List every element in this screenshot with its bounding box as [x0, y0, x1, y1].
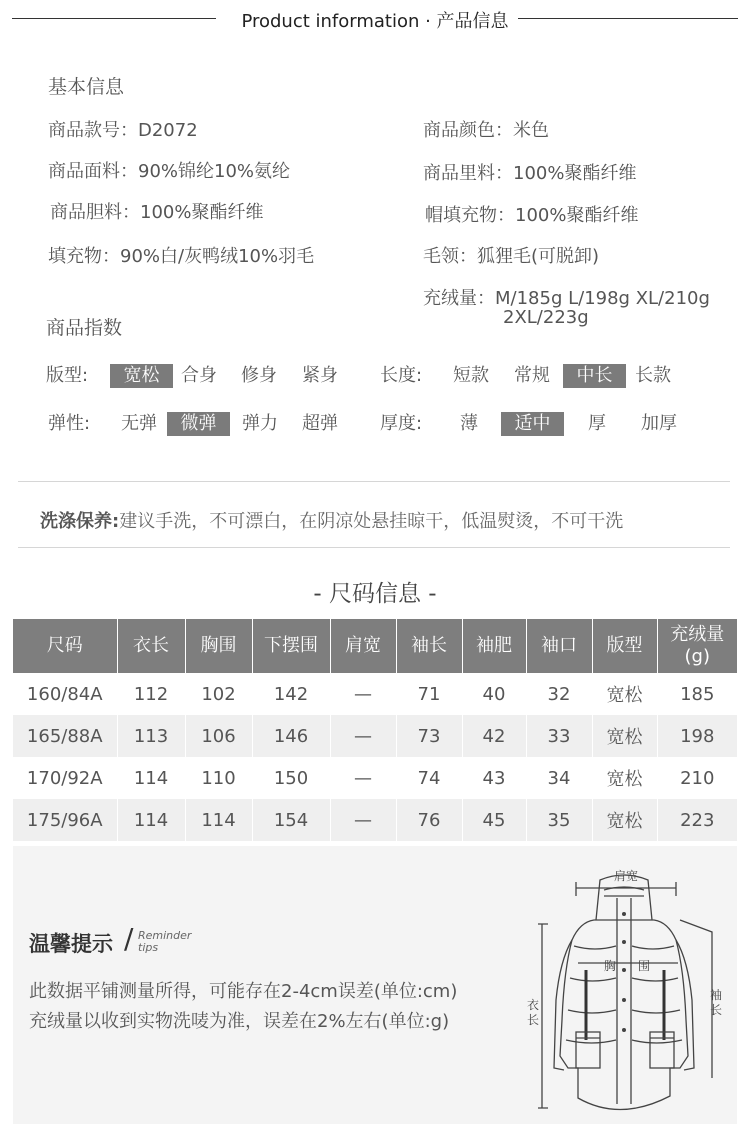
fit-option-loose: 宽松	[110, 364, 173, 388]
elastic-option-super: 超弹	[302, 413, 338, 434]
table-row: 170/92A 114 110 150 — 74 43 34 宽松 210	[13, 757, 737, 799]
elastic-option-slight: 微弹	[167, 412, 230, 436]
table-row: 175/96A 114 114 154 — 76 45 35 宽松 223	[13, 799, 737, 841]
length-option-regular: 常规	[514, 365, 550, 386]
thickness-option-thin: 薄	[460, 413, 478, 434]
fit-label: 版型:	[46, 365, 89, 386]
diagram-label-sleeve-2: 长	[710, 1003, 723, 1017]
size-table	[13, 619, 737, 841]
fit-option-slim: 修身	[241, 365, 277, 386]
header-line-right	[518, 18, 738, 19]
elastic-option-elastic: 弹力	[242, 413, 278, 434]
jacket-diagram	[520, 860, 730, 1120]
info-fur-collar: 毛领：狐狸毛(可脱卸)	[423, 246, 600, 267]
fit-option-tight: 紧身	[302, 365, 338, 386]
tips-en-1: Reminder	[138, 929, 192, 942]
info-color: 商品颜色：米色	[423, 120, 549, 141]
tips-line-2: 充绒量以收到实物洗唛为准，误差在2%左右(单位:g)	[29, 1011, 450, 1032]
tips-en-2: tips	[138, 941, 159, 954]
diagram-label-length-1: 衣	[527, 998, 540, 1012]
info-hood-filling: 帽填充物：100%聚酯纤维	[425, 205, 639, 226]
info-inner-fabric: 商品胆料：100%聚酯纤维	[50, 202, 264, 223]
table-row: 165/88A 113 106 146 — 73 42 33 宽松 198	[13, 715, 737, 757]
divider-top	[18, 481, 730, 482]
info-filling: 填充物：90%白/灰鸭绒10%羽毛	[48, 246, 315, 267]
page-title: Product information · 产品信息	[241, 11, 509, 32]
care-instructions	[40, 507, 623, 533]
index-title: 商品指数	[46, 317, 123, 339]
col-cuff: 袖口	[526, 619, 592, 673]
care-label: 洗涤保养:	[40, 511, 120, 532]
thickness-option-extra-thick: 加厚	[641, 413, 677, 434]
col-hem: 下摆围	[252, 619, 330, 673]
col-shoulder: 肩宽	[330, 619, 396, 673]
thickness-label: 厚度:	[380, 413, 423, 434]
diagram-label-chest-2: 围	[638, 959, 651, 973]
length-option-short: 短款	[453, 365, 489, 386]
col-fit: 版型	[592, 619, 657, 673]
elastic-option-none: 无弹	[121, 413, 157, 434]
diagram-label-length-2: 长	[527, 1013, 540, 1027]
col-length: 衣长	[117, 619, 185, 673]
table-header-row	[13, 619, 737, 673]
tips-slash: /	[124, 922, 134, 955]
col-sleeve-width: 袖肥	[462, 619, 526, 673]
length-measure	[538, 924, 548, 1108]
tips-title: 温馨提示	[29, 932, 113, 956]
info-fabric: 商品面料：90%锦纶10%氨纶	[48, 161, 291, 182]
length-label: 长度:	[380, 365, 423, 386]
info-down-weight: 充绒量：M/185g L/198g XL/210g	[423, 288, 710, 309]
diagram-label-shoulder: 肩宽	[614, 869, 639, 883]
col-down-weight: 充绒量 (g)	[657, 619, 737, 673]
tips-line-1: 此数据平铺测量所得，可能存在2-4cm误差(单位:cm)	[29, 981, 458, 1002]
length-option-mid: 中长	[563, 364, 626, 388]
length-option-long: 长款	[635, 365, 671, 386]
info-down-weight-2: 2XL/223g	[503, 307, 589, 328]
info-lining: 商品里料：100%聚酯纤维	[423, 163, 637, 184]
divider-bottom	[18, 547, 730, 548]
diagram-label-chest-1: 胸	[604, 959, 617, 973]
col-size: 尺码	[13, 619, 117, 673]
col-sleeve-length: 袖长	[396, 619, 462, 673]
care-text: 建议手洗，不可漂白，在阴凉处悬挂晾干，低温熨烫，不可干洗	[119, 511, 624, 532]
size-section-title: - 尺码信息 -	[313, 581, 437, 607]
thickness-option-thick: 厚	[588, 413, 606, 434]
fit-option-regular: 合身	[181, 365, 217, 386]
thickness-option-medium: 适中	[501, 412, 564, 436]
table-row: 160/84A 112 102 142 — 71 40 32 宽松 185	[13, 673, 737, 715]
shoulder-measure	[576, 882, 676, 896]
diagram-label-sleeve-1: 袖	[710, 988, 723, 1002]
elastic-label: 弹性:	[48, 413, 91, 434]
col-chest: 胸围	[185, 619, 252, 673]
info-style-no: 商品款号：D2072	[48, 120, 198, 141]
basic-info-title: 基本信息	[48, 76, 125, 98]
